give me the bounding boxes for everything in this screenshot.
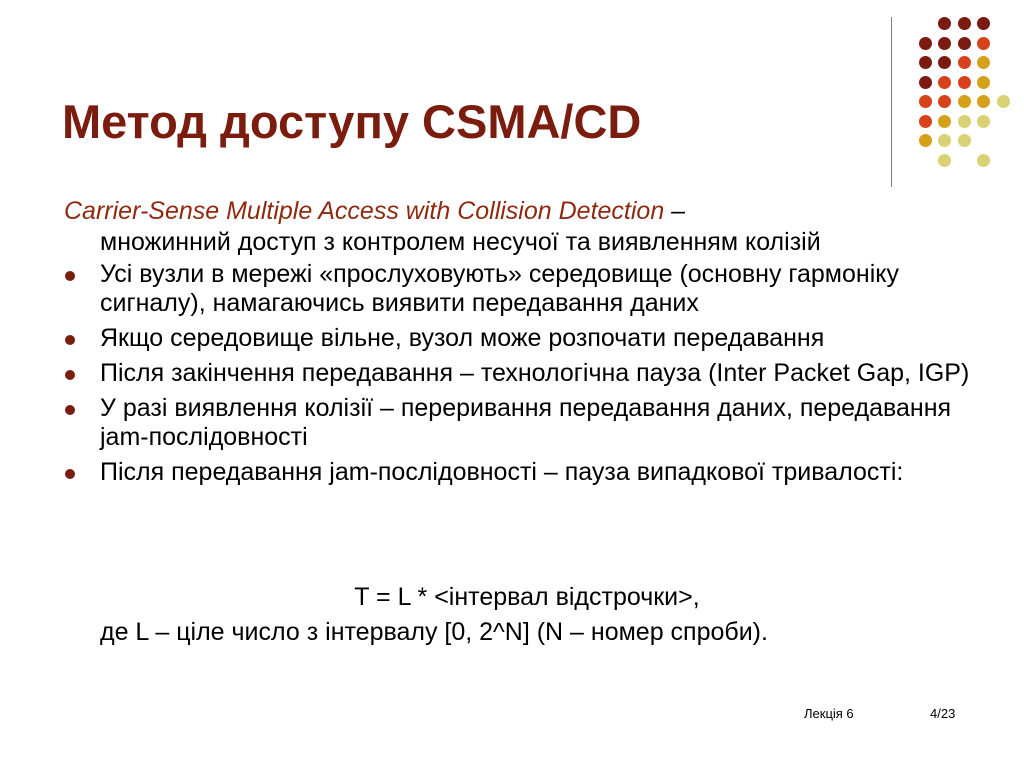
bullet-dot-icon	[65, 271, 75, 281]
decorative-dot-icon	[977, 56, 990, 69]
intro-paragraph	[64, 196, 984, 258]
decorative-dot-icon	[958, 56, 971, 69]
decorative-dot-icon	[977, 76, 990, 89]
decorative-dot-icon	[958, 37, 971, 50]
bullet-text: Усі вузли в мережі «прослуховують» середовище (основну гармоніку сигналу), намагаючись виявити передавання даних	[100, 260, 899, 317]
bullet-list	[64, 260, 984, 493]
bullet-text: Після закінчення передавання – технологічна пауза (Inter Packet Gap, IGP)	[100, 359, 970, 387]
intro-definition: множинний доступ з контролем несучої та виявленням колізій	[100, 228, 821, 256]
decorative-dot-icon	[919, 95, 932, 108]
slide-title: Метод доступу CSMA/CD	[62, 95, 642, 148]
decorative-dot-icon	[938, 134, 951, 147]
decorative-dot-icon	[958, 115, 971, 128]
intro-dash: –	[664, 197, 686, 225]
bullet-dot-icon	[65, 335, 75, 345]
decorative-dot-icon	[958, 17, 971, 30]
decorative-dot-icon	[938, 37, 951, 50]
decorative-dot-icon	[977, 154, 990, 167]
decorative-dot-icon	[977, 95, 990, 108]
bullet-dot-icon	[65, 370, 75, 380]
bullet-text: Якщо середовище вільне, вузол може розпочати передавання	[100, 324, 825, 352]
bullet-item	[64, 324, 984, 353]
decorative-dot-icon	[938, 76, 951, 89]
bullet-dot-icon	[65, 405, 75, 415]
bullet-item	[64, 458, 984, 487]
bullet-item	[64, 394, 984, 452]
decorative-dot-icon	[958, 76, 971, 89]
decorative-dot-icon	[919, 56, 932, 69]
decorative-dot-icon	[997, 95, 1010, 108]
decorative-dot-icon	[919, 37, 932, 50]
decorative-dot-icon	[919, 134, 932, 147]
bullet-item	[64, 260, 984, 318]
bullet-dot-icon	[65, 469, 75, 479]
formula-text: T = L * <інтервал відстрочки>,	[354, 583, 700, 611]
decorative-dot-icon	[977, 17, 990, 30]
decorative-dot-icon	[977, 37, 990, 50]
decorative-dot-icon	[919, 76, 932, 89]
decorative-dot-icon	[938, 17, 951, 30]
bullet-item	[64, 359, 984, 388]
bullet-text: Після передавання jam-послідовності – пауза випадкової тривалості:	[100, 458, 904, 486]
decorative-dot-icon	[938, 56, 951, 69]
decorative-dot-icon	[938, 95, 951, 108]
bullet-text: У разі виявлення колізії – переривання передавання даних, передавання jam-послідовності	[100, 394, 952, 451]
intro-term: Carrier-Sense Multiple Access with Collision Detection	[64, 197, 665, 225]
decorative-dot-icon	[958, 134, 971, 147]
footer-lecture: Лекція 6	[804, 706, 854, 721]
decorative-dot-icon	[938, 115, 951, 128]
formula-line	[0, 582, 1024, 612]
decorative-dot-icon	[919, 115, 932, 128]
decorative-dot-icon	[977, 115, 990, 128]
title-divider	[891, 17, 892, 187]
decorative-dot-icon	[938, 154, 951, 167]
formula-explanation: де L – ціле число з інтервалу [0, 2^N] (N – номер спроби).	[100, 618, 768, 646]
footer-page-number: 4/23	[930, 706, 956, 721]
decorative-dot-icon	[958, 95, 971, 108]
